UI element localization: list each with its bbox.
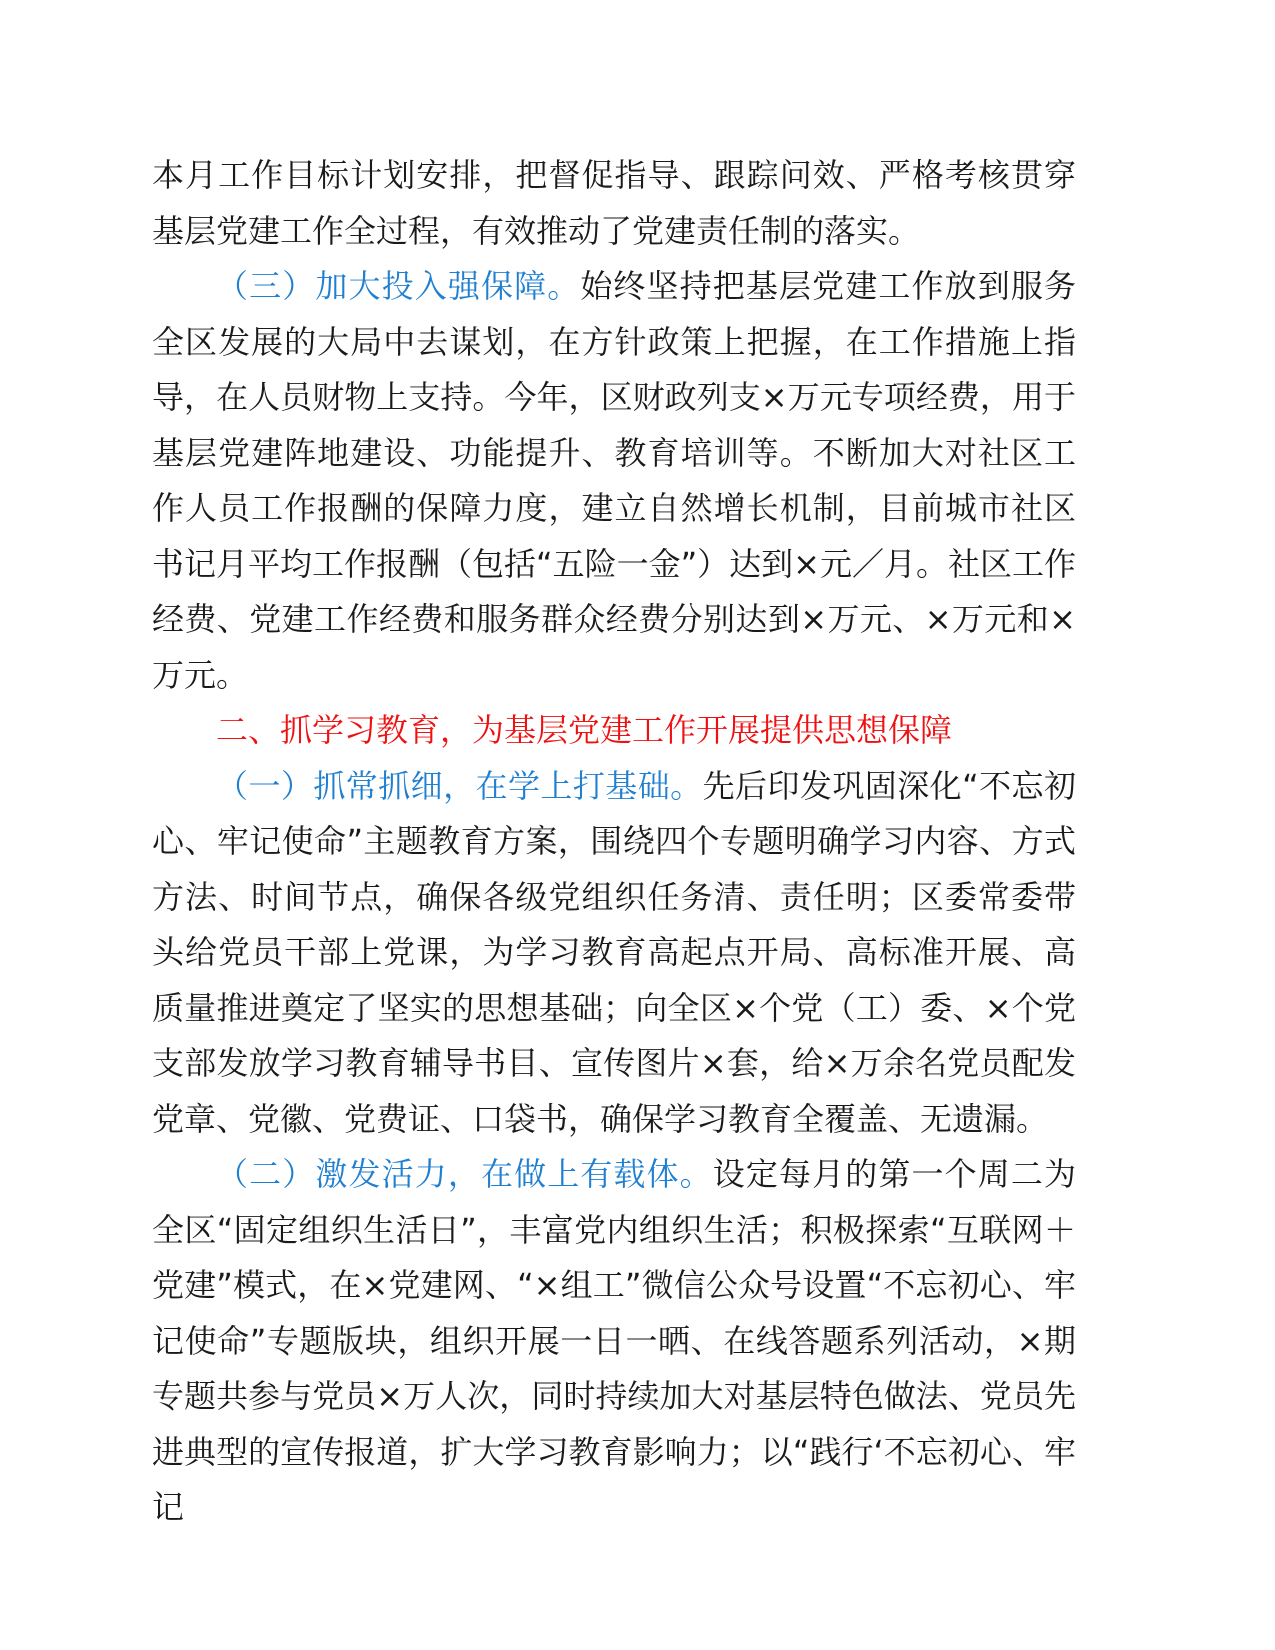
paragraph-funding — [152, 259, 1076, 703]
paragraph-text: 始终坚持把基层党建工作放到服务全区发展的大局中去谋划，在方针政策上把握，在工作措施上指导，在人员财物上支持。今年，区财政列支×万元专项经费，用于基层党建阵地建设、功能提升、教育培训等。不断加大对社区工作人员工作报酬的保障力度，建立自然增长机制，目前城市社区书记月平均工作报酬（包括“五险一金”）达到×元／月。社区工作经费、党建工作经费和服务群众经费分别达到×万元、×万元和×万元。 — [152, 267, 1076, 694]
sub-heading-funding: （三）加大投入强保障。 — [216, 267, 581, 305]
paragraph-text: 设定每月的第一个周二为全区“固定组织生活日”，丰富党内组织生活；积极探索“互联网＋党建”模式，在×党建网、“×组工”微信公众号设置“不忘初心、牢记使命”专题版块，组织开展一日一晒、在线答题系列活动，×期专题共参与党员×万人次，同时持续加大对基层特色做法、党员先进典型的宣传报道，扩大学习教育影响力；以“践行‘不忘初心、牢记 — [152, 1155, 1076, 1526]
paragraph-study-foundation — [152, 759, 1076, 1148]
paragraph-text: 本月工作目标计划安排，把督促指导、跟踪问效、严格考核贯穿基层党建工作全过程，有效推动了党建责任制的落实。 — [152, 156, 1076, 250]
document-page — [152, 148, 1076, 1536]
paragraph-continuation — [152, 148, 1076, 259]
sub-heading-vitality: （二）激发活力，在做上有载体。 — [216, 1155, 713, 1193]
paragraph-vitality — [152, 1147, 1076, 1536]
paragraph-text: 先后印发巩固深化“不忘初心、牢记使命”主题教育方案，围绕四个专题明确学习内容、方式方法、时间节点，确保各级党组织任务清、责任明；区委常委带头给党员干部上党课，为学习教育高起点开局、高标准开展、高质量推进奠定了坚实的思想基础；向全区×个党（工）委、×个党支部发放学习教育辅导书目、宣传图片×套，给×万余名党员配发党章、党徽、党费证、口袋书，确保学习教育全覆盖、无遗漏。 — [152, 766, 1076, 1138]
sub-heading-study-foundation: （一）抓常抓细，在学上打基础。 — [216, 766, 703, 805]
section-heading-study-education: 二、抓学习教育，为基层党建工作开展提供思想保障 — [216, 711, 953, 749]
